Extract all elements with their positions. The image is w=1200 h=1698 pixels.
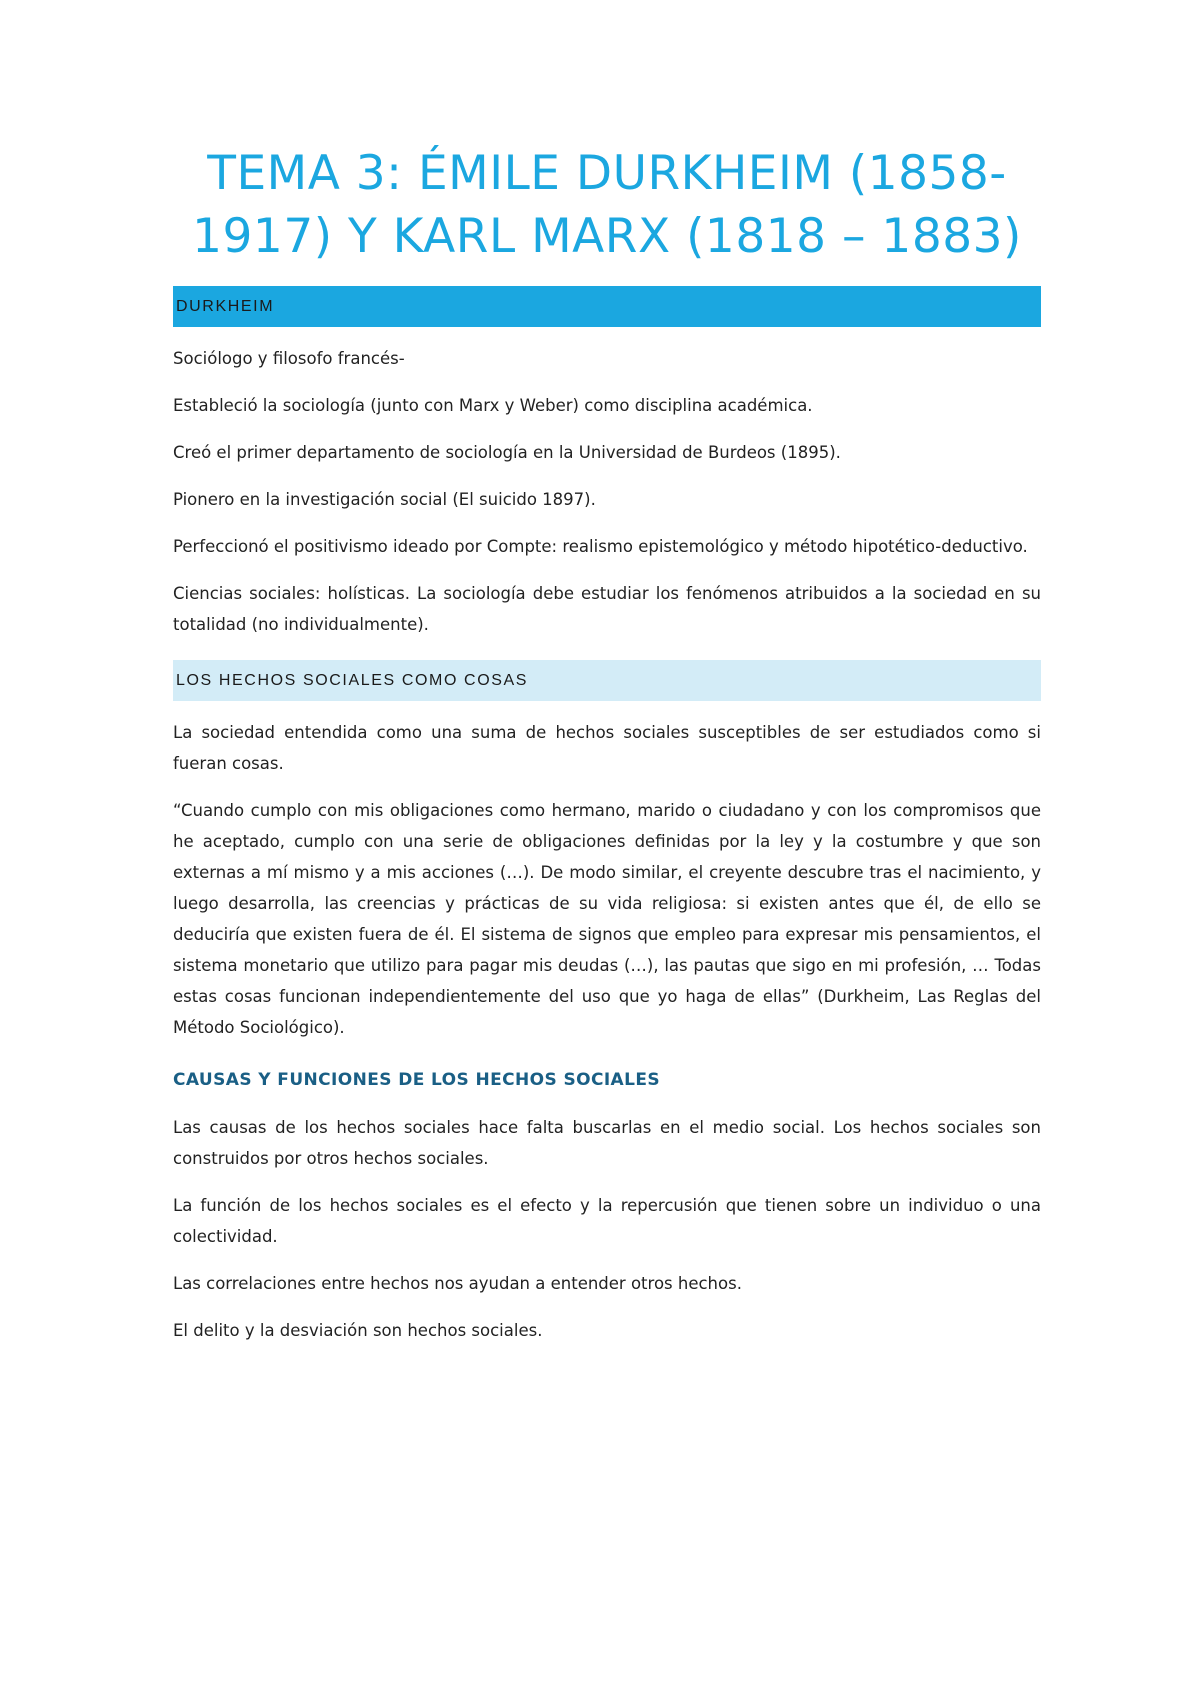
document-title: TEMA 3: ÉMILE DURKHEIM (1858-1917) Y KARL MARX (1818 – 1883) — [192, 146, 1022, 264]
paragraph: Ciencias sociales: holísticas. La sociología debe estudiar los fenómenos atribuidos a la sociedad en su totalidad (no individualmente). — [173, 584, 1041, 634]
paragraph: Estableció la sociología (junto con Marx y Weber) como disciplina académica. — [173, 396, 813, 415]
document-page — [173, 0, 1041, 1346]
paragraph: La función de los hechos sociales es el efecto y la repercusión que tienen sobre un individuo o una colectividad. — [173, 1196, 1041, 1246]
paragraph: Creó el primer departamento de sociología en la Universidad de Burdeos (1895). — [173, 443, 841, 462]
paragraph: El delito y la desviación son hechos sociales. — [173, 1321, 543, 1340]
section-heading-causas: CAUSAS Y FUNCIONES DE LOS HECHOS SOCIALES — [173, 1070, 660, 1090]
paragraph: La sociedad entendida como una suma de hechos sociales susceptibles de ser estudiados como si fueran cosas. — [173, 723, 1041, 773]
paragraph: Pionero en la investigación social (El suicido 1897). — [173, 490, 596, 509]
paragraph: Perfeccionó el positivismo ideado por Compte: realismo epistemológico y método hipotético-deductivo. — [173, 537, 1028, 556]
section-heading-durkheim: DURKHEIM — [173, 286, 1041, 327]
paragraph: Las causas de los hechos sociales hace falta buscarlas en el medio social. Los hechos sociales son construidos por otros hechos sociales. — [173, 1118, 1041, 1168]
paragraph: Sociólogo y filosofo francés- — [173, 349, 405, 368]
quote-paragraph: “Cuando cumplo con mis obligaciones como hermano, marido o ciudadano y con los compromisos que he aceptado, cumplo con una serie de obligaciones definidas por la ley y la costumbre y que son externas a mí mismo y a mis acciones (…). De modo similar, el creyente descubre tras el nacimiento, y luego desarrolla, las creencias y prácticas de su vida religiosa: si existen antes que él, de ello se deduciría que existen fuera de él. El sistema de signos que empleo para expresar mis pensamientos, el sistema monetario que utilizo para pagar mis deudas (…), las pautas que sigo en mi profesión, … Todas estas cosas funcionan independientemente del uso que yo haga de ellas” (Durkheim, Las Reglas del Método Sociológico). — [173, 801, 1041, 1037]
paragraph: Las correlaciones entre hechos nos ayudan a entender otros hechos. — [173, 1274, 742, 1293]
section-heading-hechos-sociales: LOS HECHOS SOCIALES COMO COSAS — [173, 660, 1041, 701]
